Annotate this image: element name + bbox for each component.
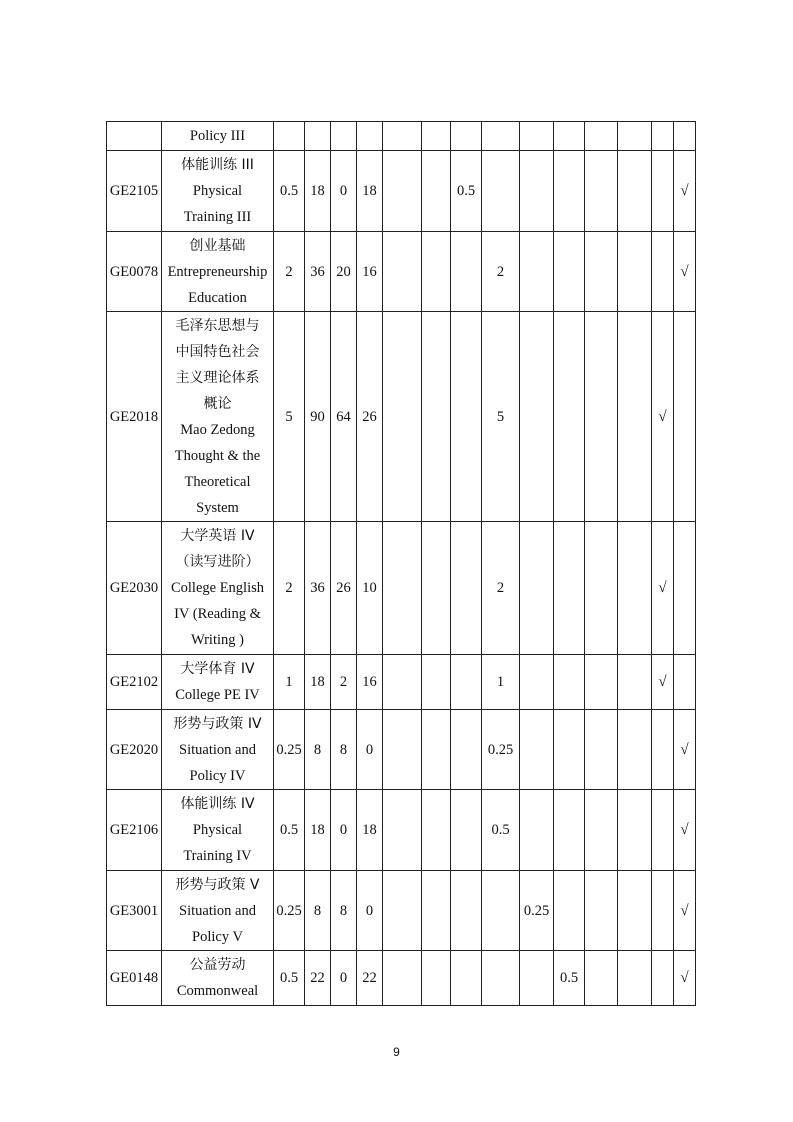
course-name — [162, 710, 274, 790]
table-cell — [482, 122, 520, 151]
table-cell — [618, 312, 652, 522]
course-name-line: Thought & the — [174, 447, 261, 464]
table-cell: 8 — [305, 871, 331, 951]
course-name-line: Theoretical — [184, 473, 251, 490]
course-code: GE3001 — [107, 871, 162, 951]
table-cell — [520, 522, 554, 655]
table-cell — [383, 122, 422, 151]
course-name-line: Entrepreneurship — [167, 263, 268, 280]
table-cell: 18 — [305, 151, 331, 232]
course-name — [162, 312, 274, 522]
table-cell — [451, 790, 482, 871]
table-cell — [520, 951, 554, 1006]
table-cell: 26 — [331, 522, 357, 655]
table-row — [107, 710, 696, 790]
table-cell — [618, 790, 652, 871]
course-name-line: 中国特色社会 — [175, 343, 260, 360]
table-cell — [520, 790, 554, 871]
table-cell — [674, 122, 696, 151]
table-cell — [554, 312, 585, 522]
table-cell — [652, 710, 674, 790]
table-cell — [383, 655, 422, 710]
table-cell: 18 — [305, 655, 331, 710]
table-cell — [585, 522, 618, 655]
table-cell — [383, 232, 422, 312]
table-cell: 18 — [305, 790, 331, 871]
table-cell — [618, 232, 652, 312]
table-cell — [618, 122, 652, 151]
table-cell — [383, 522, 422, 655]
page-number: 9 — [393, 1045, 400, 1059]
course-name-line: Situation and — [179, 741, 256, 758]
table-cell — [383, 790, 422, 871]
course-table-body — [107, 122, 696, 1006]
table-cell: √ — [674, 232, 696, 312]
course-code — [107, 122, 162, 151]
table-cell — [585, 951, 618, 1006]
course-name — [162, 122, 274, 151]
table-cell — [554, 655, 585, 710]
table-cell: 2 — [482, 522, 520, 655]
course-name-line: 大学体育 IV — [180, 661, 255, 677]
table-cell — [652, 951, 674, 1006]
table-cell — [482, 151, 520, 232]
table-cell: √ — [674, 951, 696, 1006]
table-cell: √ — [674, 871, 696, 951]
table-cell: 0 — [357, 710, 383, 790]
table-cell: 0 — [331, 151, 357, 232]
table-cell — [422, 871, 451, 951]
table-cell — [652, 232, 674, 312]
table-cell — [482, 951, 520, 1006]
table-cell — [451, 522, 482, 655]
table-cell — [274, 122, 305, 151]
table-cell: √ — [652, 655, 674, 710]
table-cell — [674, 655, 696, 710]
table-cell — [554, 522, 585, 655]
table-cell: √ — [674, 710, 696, 790]
course-name-line: IV (Reading & — [174, 606, 261, 622]
course-name-line: 大学英语 IV — [180, 528, 255, 544]
table-cell: 2 — [331, 655, 357, 710]
table-cell: 8 — [331, 871, 357, 951]
table-cell — [520, 710, 554, 790]
table-cell: 10 — [357, 522, 383, 655]
table-row — [107, 122, 696, 151]
course-name — [162, 151, 274, 232]
table-cell: 0.5 — [274, 951, 305, 1006]
table-cell — [585, 151, 618, 232]
table-cell: 16 — [357, 655, 383, 710]
table-cell — [383, 710, 422, 790]
course-code: GE2105 — [107, 151, 162, 232]
table-cell: 22 — [305, 951, 331, 1006]
table-cell — [674, 522, 696, 655]
table-cell: 0.5 — [451, 151, 482, 232]
table-cell — [520, 122, 554, 151]
course-code: GE2018 — [107, 312, 162, 522]
course-code: GE2106 — [107, 790, 162, 871]
table-cell — [451, 232, 482, 312]
table-cell — [383, 951, 422, 1006]
course-name-line: 毛泽东思想与 — [175, 317, 260, 334]
table-cell — [451, 951, 482, 1006]
course-name — [162, 655, 274, 710]
table-row — [107, 951, 696, 1006]
table-cell — [618, 522, 652, 655]
table-cell — [554, 710, 585, 790]
table-row — [107, 790, 696, 871]
table-cell — [520, 232, 554, 312]
table-row — [107, 522, 696, 655]
table-cell: 36 — [305, 232, 331, 312]
course-name-line: System — [196, 499, 239, 516]
table-cell: 2 — [482, 232, 520, 312]
table-cell: √ — [652, 312, 674, 522]
table-cell: 1 — [274, 655, 305, 710]
course-name-line: 形势与政策 V — [175, 876, 260, 893]
course-name-line: 创业基础 — [189, 237, 246, 254]
table-cell — [618, 710, 652, 790]
table-row — [107, 232, 696, 312]
course-name-line: 公益劳动 — [189, 957, 246, 973]
table-cell — [422, 522, 451, 655]
course-name-line: Commonweal — [176, 983, 259, 999]
table-cell — [652, 151, 674, 232]
table-cell: 90 — [305, 312, 331, 522]
table-cell — [422, 232, 451, 312]
table-cell: 22 — [357, 951, 383, 1006]
table-cell: 1 — [482, 655, 520, 710]
table-cell — [585, 232, 618, 312]
course-name-line: Physical — [192, 822, 243, 838]
course-name — [162, 951, 274, 1006]
table-cell — [451, 871, 482, 951]
table-cell — [652, 122, 674, 151]
table-cell: 0 — [331, 951, 357, 1006]
table-cell — [451, 655, 482, 710]
table-row — [107, 151, 696, 232]
table-cell — [618, 151, 652, 232]
table-cell — [422, 122, 451, 151]
course-name-line: Policy V — [192, 928, 243, 945]
table-cell: 16 — [357, 232, 383, 312]
course-name — [162, 522, 274, 655]
table-cell — [422, 655, 451, 710]
table-cell: 0.25 — [520, 871, 554, 951]
table-cell — [554, 232, 585, 312]
table-cell: 0 — [357, 871, 383, 951]
course-name-line: Situation and — [179, 902, 256, 919]
table-cell: 18 — [357, 151, 383, 232]
table-cell — [422, 312, 451, 522]
table-cell — [520, 312, 554, 522]
table-cell — [585, 871, 618, 951]
table-cell — [383, 151, 422, 232]
table-cell: 26 — [357, 312, 383, 522]
course-name-line: Training IV — [183, 848, 252, 864]
course-name-line: Physical — [192, 183, 243, 199]
table-cell: 2 — [274, 522, 305, 655]
table-cell — [520, 151, 554, 232]
table-cell: 36 — [305, 522, 331, 655]
table-cell — [618, 655, 652, 710]
course-code: GE2020 — [107, 710, 162, 790]
table-cell — [585, 710, 618, 790]
table-cell: 20 — [331, 232, 357, 312]
course-name-line: 主义理论体系 — [175, 369, 260, 386]
table-cell — [652, 871, 674, 951]
course-name-line: Policy III — [189, 128, 246, 144]
course-name-line: 体能训练 III — [181, 157, 254, 173]
table-cell — [451, 312, 482, 522]
table-cell — [305, 122, 331, 151]
course-name-line: College PE IV — [175, 687, 260, 703]
table-cell — [585, 122, 618, 151]
table-cell — [422, 951, 451, 1006]
course-name-line: Writing ) — [191, 632, 244, 648]
course-name — [162, 232, 274, 312]
course-name-line: Training III — [183, 209, 252, 225]
course-code: GE2030 — [107, 522, 162, 655]
table-cell: 8 — [331, 710, 357, 790]
course-table — [106, 121, 696, 1006]
table-cell — [554, 122, 585, 151]
table-cell — [357, 122, 383, 151]
course-name-line: College English — [170, 580, 265, 596]
table-cell: 5 — [274, 312, 305, 522]
table-cell — [618, 871, 652, 951]
course-name — [162, 790, 274, 871]
table-cell: 8 — [305, 710, 331, 790]
table-cell — [331, 122, 357, 151]
table-row — [107, 655, 696, 710]
course-name-line: 体能训练 IV — [180, 796, 255, 812]
table-cell: 0.5 — [274, 790, 305, 871]
table-cell: √ — [674, 151, 696, 232]
table-cell — [618, 951, 652, 1006]
table-cell: 0.25 — [274, 710, 305, 790]
table-cell — [585, 312, 618, 522]
table-cell: √ — [674, 790, 696, 871]
table-cell: 2 — [274, 232, 305, 312]
table-cell: 0.25 — [274, 871, 305, 951]
table-cell — [585, 790, 618, 871]
table-cell — [422, 151, 451, 232]
table-cell: 5 — [482, 312, 520, 522]
course-code: GE0078 — [107, 232, 162, 312]
course-name-line: 概论 — [203, 395, 232, 412]
course-name-line: （读写进阶） — [175, 554, 260, 570]
table-cell — [383, 871, 422, 951]
table-cell — [422, 790, 451, 871]
table-cell — [422, 710, 451, 790]
table-row — [107, 312, 696, 522]
course-name-line: Education — [188, 289, 247, 306]
course-name-line: Mao Zedong — [180, 421, 255, 438]
table-cell — [554, 871, 585, 951]
table-cell — [451, 122, 482, 151]
table-cell — [652, 790, 674, 871]
table-cell — [674, 312, 696, 522]
table-cell — [383, 312, 422, 522]
table-cell: 0 — [331, 790, 357, 871]
table-cell — [520, 655, 554, 710]
course-name-line: Policy IV — [189, 767, 246, 784]
table-cell — [482, 871, 520, 951]
table-cell: 0.5 — [482, 790, 520, 871]
table-cell: √ — [652, 522, 674, 655]
table-cell: 64 — [331, 312, 357, 522]
table-cell — [451, 710, 482, 790]
table-cell: 0.5 — [274, 151, 305, 232]
course-name — [162, 871, 274, 951]
table-row — [107, 871, 696, 951]
table-cell — [585, 655, 618, 710]
table-cell: 0.5 — [554, 951, 585, 1006]
course-name-line: 形势与政策 IV — [173, 715, 262, 732]
table-cell — [554, 790, 585, 871]
course-code: GE0148 — [107, 951, 162, 1006]
table-cell: 0.25 — [482, 710, 520, 790]
course-code: GE2102 — [107, 655, 162, 710]
table-cell: 18 — [357, 790, 383, 871]
table-cell — [554, 151, 585, 232]
